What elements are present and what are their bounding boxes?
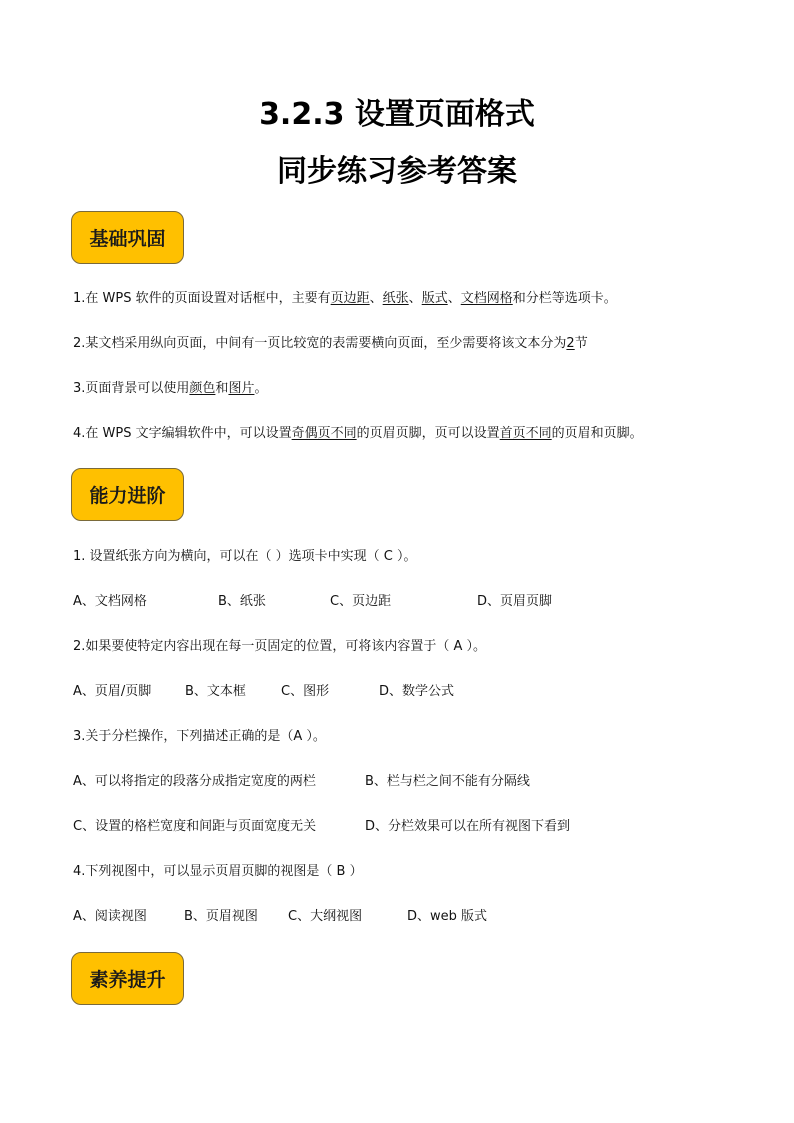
ability-question-2-stem: 2.如果要使特定内容出现在每一页固定的位置，可将该内容置于（ A ）。: [73, 639, 487, 654]
option-d: D、web 版式: [407, 909, 488, 924]
answer-blank: 纸张: [382, 291, 409, 306]
ability-question-4-stem: 4.下列视图中，可以显示页眉页脚的视图是（ B ）: [73, 864, 363, 879]
answer-blank: 文档网格: [460, 291, 513, 306]
option-b: B、纸张: [218, 594, 266, 609]
answer-blank: 版式: [421, 291, 448, 306]
basic-question-2: 2.某文档采用纵向页面，中间有一页比较宽的表需要横向页面，至少需要将该文本分为2节: [73, 336, 588, 351]
option-a: A、页眉/页脚: [73, 684, 152, 699]
section-heading-basic: 基础巩固: [71, 211, 184, 264]
ability-question-1-stem: 1. 设置纸张方向为横向，可以在（ ）选项卡中实现（ C ）。: [73, 549, 417, 564]
answer-blank: 颜色: [189, 381, 216, 396]
document-title: 3.2.3 设置页面格式: [259, 97, 535, 132]
basic-question-1: 1.在 WPS 软件的页面设置对话框中，主要有页边距、纸张、版式、文档网格和分栏等选项卡。: [73, 291, 617, 306]
option-c: C、大纲视图: [288, 909, 363, 924]
answer-blank: 页边距: [330, 291, 370, 306]
option-c: C、页边距: [330, 594, 392, 609]
option-b: B、文本框: [185, 684, 246, 699]
option-d: D、数学公式: [379, 684, 455, 699]
option-b: B、页眉视图: [184, 909, 258, 924]
basic-question-3: 3.页面背景可以使用颜色和图片。: [73, 381, 268, 396]
option-c: C、设置的格栏宽度和间距与页面宽度无关: [73, 819, 317, 834]
basic-question-4: 4.在 WPS 文字编辑软件中，可以设置奇偶页不同的页眉页脚，页可以设置首页不同的页眉和页脚。: [73, 426, 643, 441]
answer-blank: 首页不同: [499, 426, 552, 441]
option-b: B、栏与栏之间不能有分隔线: [365, 774, 530, 789]
answer-blank: 2: [566, 336, 575, 351]
option-d: D、分栏效果可以在所有视图下看到: [365, 819, 571, 834]
section-heading-ability: 能力进阶: [71, 468, 184, 521]
answer-blank: 奇偶页不同: [291, 426, 357, 441]
document-subtitle: 同步练习参考答案: [277, 154, 517, 189]
option-a: A、可以将指定的段落分成指定宽度的两栏: [73, 774, 316, 789]
option-a: A、文档网格: [73, 594, 147, 609]
ability-question-3-stem: 3.关于分栏操作，下列描述正确的是（A ）。: [73, 729, 326, 744]
answer-blank: 图片: [228, 381, 255, 396]
section-heading-literacy: 素养提升: [71, 952, 184, 1005]
option-a: A、阅读视图: [73, 909, 147, 924]
option-c: C、图形: [281, 684, 330, 699]
option-d: D、页眉页脚: [477, 594, 553, 609]
